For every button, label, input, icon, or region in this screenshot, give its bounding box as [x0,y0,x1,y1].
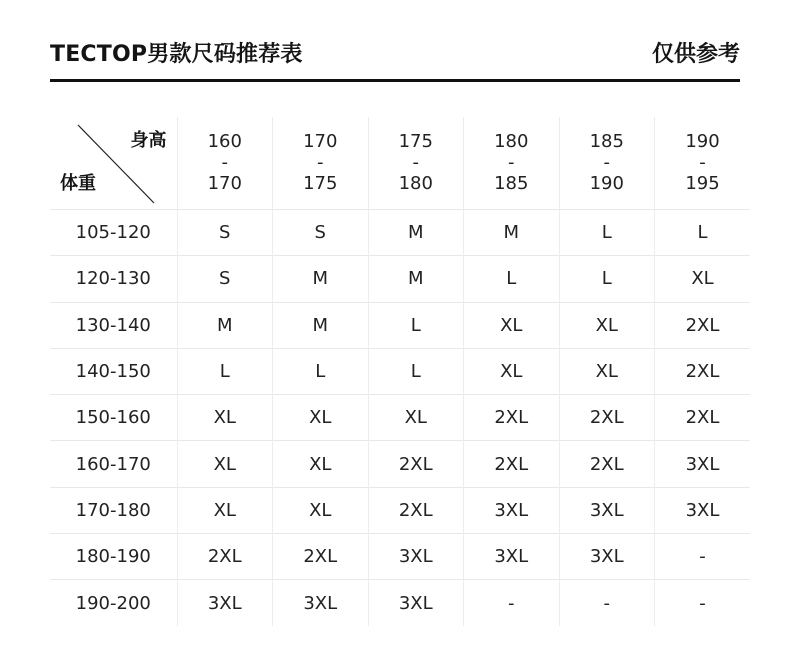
size-cell: M [368,210,464,256]
size-cell: 2XL [368,487,464,533]
size-cell: 3XL [655,441,751,487]
table-row [50,348,750,394]
weight-range-cell: 170-180 [50,487,177,533]
size-cell: XL [177,395,273,441]
weight-range-cell: 140-150 [50,348,177,394]
table-row [50,441,750,487]
size-cell: XL [464,348,560,394]
height-header-cell [177,117,273,210]
height-range-dash: - [412,152,419,173]
height-range-to: 195 [685,173,720,194]
size-cell: XL [177,441,273,487]
weight-range-cell: 160-170 [50,441,177,487]
header-row [50,117,750,210]
size-cell: L [559,210,655,256]
size-cell: 2XL [655,395,751,441]
size-cell: XL [273,441,369,487]
size-cell: 2XL [655,302,751,348]
height-range-from: 185 [589,131,624,152]
table-row [50,580,750,626]
height-range-from: 175 [398,131,433,152]
table-row [50,256,750,302]
height-range-from: 170 [303,131,338,152]
size-cell: XL [559,348,655,394]
weight-range-cell: 130-140 [50,302,177,348]
height-header-cell [464,117,560,210]
size-cell: S [273,210,369,256]
size-cell: L [368,302,464,348]
height-header-cell [655,117,751,210]
height-range-dash: - [603,152,610,173]
size-cell: M [368,256,464,302]
size-cell: - [655,580,751,626]
size-cell: XL [464,302,560,348]
reference-note: 仅供参考 [651,41,740,67]
size-cell: 2XL [368,441,464,487]
title-divider [50,79,740,82]
table-row [50,210,750,256]
size-cell: 3XL [464,534,560,580]
size-cell: 3XL [464,487,560,533]
height-range-dash: - [221,152,228,173]
size-cell: S [177,256,273,302]
height-range-from: 180 [494,131,529,152]
height-range-to: 180 [398,173,433,194]
weight-range-cell: 190-200 [50,580,177,626]
height-range-to: 170 [207,173,242,194]
weight-range-cell: 120-130 [50,256,177,302]
size-cell: - [464,580,560,626]
size-cell: XL [273,395,369,441]
size-cell: L [559,256,655,302]
size-cell: M [273,256,369,302]
table-row [50,487,750,533]
height-range-to: 190 [589,173,624,194]
size-cell: 2XL [559,441,655,487]
size-cell: M [177,302,273,348]
table-row [50,395,750,441]
corner-cell [50,117,177,210]
size-cell: 2XL [464,441,560,487]
size-cell: 3XL [559,534,655,580]
size-cell: M [464,210,560,256]
height-range-dash: - [699,152,706,173]
size-cell: XL [177,487,273,533]
size-cell: 3XL [368,580,464,626]
size-cell: L [368,348,464,394]
size-cell: 2XL [464,395,560,441]
height-range-from: 190 [685,131,720,152]
weight-range-cell: 150-160 [50,395,177,441]
height-range-from: 160 [207,131,242,152]
size-cell: 3XL [368,534,464,580]
size-cell: 3XL [273,580,369,626]
size-cell: 3XL [559,487,655,533]
height-header-cell [368,117,464,210]
size-cell: 3XL [177,580,273,626]
size-cell: - [655,534,751,580]
height-range-dash: - [508,152,515,173]
table-row [50,534,750,580]
size-cell: M [273,302,369,348]
height-header-cell [559,117,655,210]
size-cell: 2XL [559,395,655,441]
weight-range-cell: 180-190 [50,534,177,580]
size-cell: XL [273,487,369,533]
height-range-to: 175 [303,173,338,194]
size-cell: 2XL [177,534,273,580]
height-range-to: 185 [494,173,529,194]
weight-axis-label: 体重 [60,173,96,194]
page-title: TECTOP男款尺码推荐表 [50,41,303,67]
size-cell: XL [655,256,751,302]
size-cell: XL [559,302,655,348]
size-cell: XL [368,395,464,441]
header [50,30,740,74]
size-cell: L [464,256,560,302]
height-axis-label: 身高 [130,130,167,151]
size-cell: 2XL [273,534,369,580]
size-cell: L [273,348,369,394]
size-cell: - [559,580,655,626]
size-cell: L [655,210,751,256]
height-header-cell [273,117,369,210]
height-range-dash: - [317,152,324,173]
size-cell: 3XL [655,487,751,533]
table-row [50,302,750,348]
size-cell: 2XL [655,348,751,394]
size-cell: S [177,210,273,256]
size-cell: L [177,348,273,394]
weight-range-cell: 105-120 [50,210,177,256]
size-table [50,117,750,626]
